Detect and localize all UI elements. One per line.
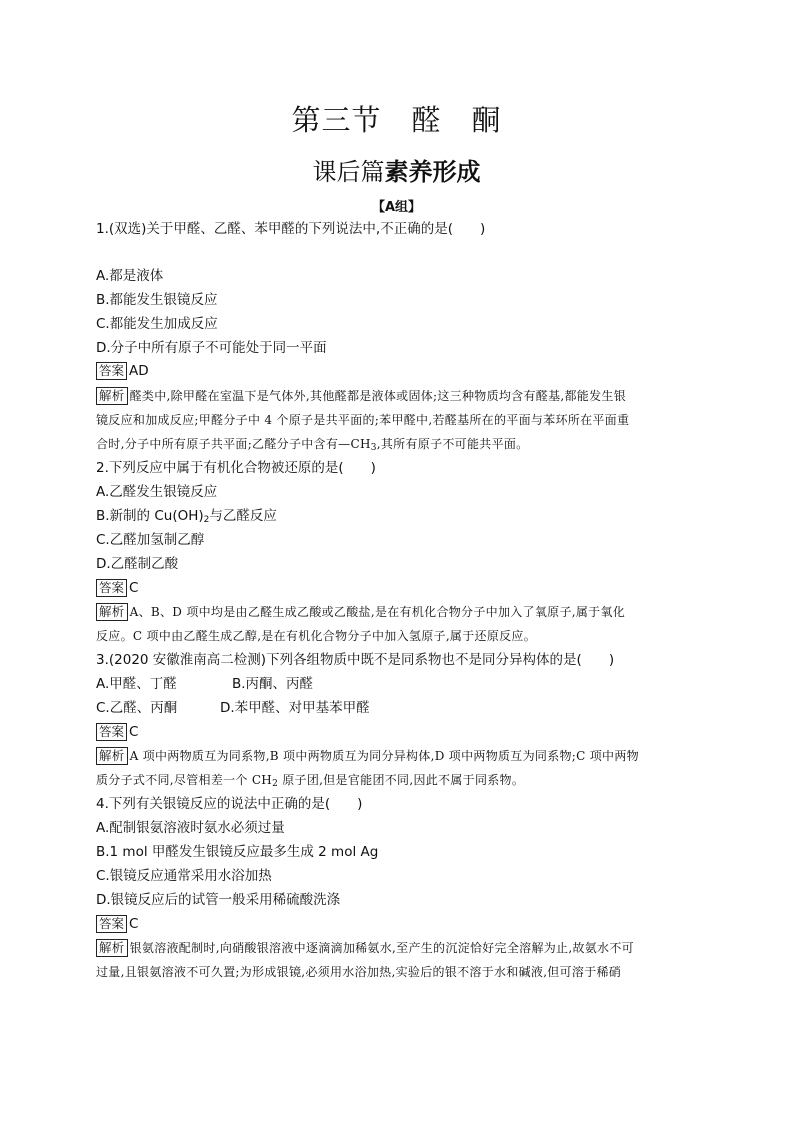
subtitle-bold: 素养形成	[384, 158, 481, 186]
q3-options-row-1	[96, 674, 701, 694]
q3-analysis-line-1	[96, 746, 701, 766]
answer-tag: 答案	[96, 915, 127, 933]
q1-analysis-text-3b: ,其所有原子不可能共平面。	[376, 437, 529, 451]
analysis-tag: 解析	[96, 387, 128, 405]
q1-option-c: C.都能发生加成反应	[96, 316, 218, 332]
q3-options-row-2	[96, 698, 701, 718]
answer-tag: 答案	[96, 579, 127, 597]
q2-option-b-text-1: B.新制的 Cu(OH)	[96, 508, 204, 524]
q3-option-a: A.甲醛、丁醛	[96, 676, 177, 692]
q4-analysis-line-1	[96, 938, 701, 958]
page-title: 第三节 醛 酮	[291, 103, 502, 137]
subtitle-plain: 课后篇	[312, 158, 385, 186]
q3-option-c: C.乙醛、丙酮	[96, 700, 178, 716]
q1-analysis-text-1: 醛类中,除甲醛在室温下是气体外,其他醛都是液体或固体;这三种物质均含有醛基,都能发生银	[129, 389, 626, 403]
q4-option-d: D.银镜反应后的试管一般采用稀硫酸洗涤	[96, 892, 341, 908]
q3-answer-row	[96, 722, 701, 742]
q3-stem: 3.(2020 安徽淮南高二检测)下列各组物质中既不是同系物也不是同分异构体的是( )	[96, 652, 615, 668]
q2-answer-row	[96, 578, 701, 598]
q3-analysis-text-1: A 项中两物质互为同系物,B 项中两物质互为同分异构体,D 项中两物质互为同系物;C 项中两物	[129, 749, 639, 763]
q4-option-c: C.银镜反应通常采用水浴加热	[96, 868, 272, 884]
q3-analysis-sub: 2	[272, 779, 279, 789]
q2-stem: 2.下列反应中属于有机化合物被还原的是( )	[96, 460, 376, 476]
q2-option-b	[96, 506, 701, 530]
q3-analysis-text-2a: 质分子式不同,尽管相差一个 CH	[96, 773, 273, 787]
q4-option-a: A.配制银氨溶液时氨水必须过量	[96, 820, 285, 836]
q1-stem: 1.(双选)关于甲醛、乙醛、苯甲醛的下列说法中,不正确的是( )	[96, 221, 486, 237]
analysis-tag: 解析	[96, 939, 128, 957]
analysis-tag: 解析	[96, 747, 128, 765]
q1-analysis-line-1	[96, 386, 701, 406]
q3-analysis-line-2	[96, 770, 701, 794]
q1-answer: AD	[129, 363, 149, 379]
analysis-tag: 解析	[96, 603, 128, 621]
q4-option-b: B.1 mol 甲醛发生银镜反应最多生成 2 mol Ag	[96, 844, 379, 860]
q1-option-b: B.都能发生银镜反应	[96, 292, 218, 308]
q3-option-d: D.苯甲醛、对甲基苯甲醛	[220, 700, 370, 716]
page-subtitle	[0, 152, 793, 187]
q4-stem: 4.下列有关银镜反应的说法中正确的是( )	[96, 796, 363, 812]
q2-option-a: A.乙醛发生银镜反应	[96, 484, 218, 500]
q2-analysis-text-1: A、B、D 项中均是由乙醛生成乙酸或乙酸盐,是在有机化合物分子中加入了氧原子,属于氧化	[129, 605, 626, 619]
q1-option-d: D.分子中所有原子不可能处于同一平面	[96, 340, 327, 356]
answer-tag: 答案	[96, 362, 127, 380]
q3-option-b: B.丙酮、丙醛	[232, 676, 314, 692]
q3-answer: C	[129, 724, 139, 740]
q2-analysis-line-2: 反应。C 项中由乙醛生成乙醇,是在有机化合物分子中加入氢原子,属于还原反应。	[96, 629, 537, 643]
q1-answer-row	[96, 361, 701, 381]
q2-answer: C	[129, 580, 139, 596]
q2-analysis-line-1	[96, 602, 701, 622]
q1-analysis-line-2: 镜反应和加成反应;甲醛分子中 4 个原子是共平面的;苯甲醛中,若醛基所在的平面与苯环所在平面重	[96, 413, 630, 427]
q4-analysis-line-2: 过量,且银氨溶液不可久置;为形成银镜,必须用水浴加热,实验后的银不溶于水和碱液,但可溶于稀硝	[96, 965, 622, 979]
q1-analysis-sub: 3	[370, 443, 377, 453]
q1-option-a: A.都是液体	[96, 268, 164, 284]
q4-answer: C	[129, 916, 139, 932]
q4-analysis-text-1: 银氨溶液配制时,向硝酸银溶液中逐滴滴加稀氨水,至产生的沉淀恰好完全溶解为止,故氨水不可	[129, 941, 634, 955]
q1-analysis-text-3a: 合时,分子中所有原子共平面;乙醛分子中含有—CH	[96, 437, 371, 451]
group-heading: 【A组】	[371, 200, 422, 215]
answer-tag: 答案	[96, 723, 127, 741]
q2-option-c: C.乙醛加氢制乙醇	[96, 532, 205, 548]
q2-option-b-sub: 2	[203, 515, 210, 525]
q3-analysis-text-2b: 原子团,但是官能团不同,因此不属于同系物。	[278, 773, 525, 787]
q4-answer-row	[96, 914, 701, 934]
q1-analysis-line-3	[96, 434, 701, 458]
q2-option-d: D.乙醛制乙酸	[96, 556, 179, 572]
q2-option-b-text-2: 与乙醛反应	[209, 508, 277, 524]
